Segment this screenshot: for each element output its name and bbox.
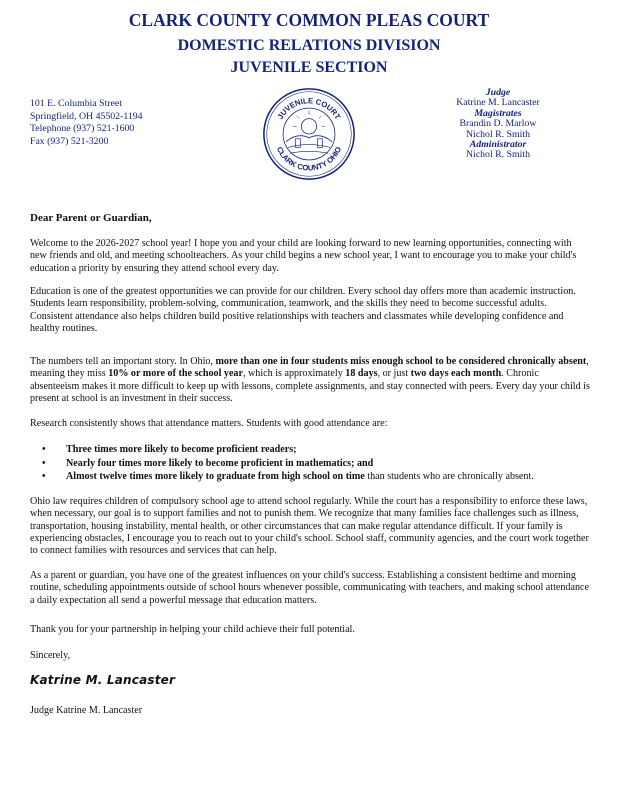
paragraph-education: Education is one of the greatest opportunities we can provide for our children. Every school day offers more than academic instruction. Students learn responsibility, problem-solving, communication, teamwork, and the skills they need to become successful adults. Consistent attendance also helps children build positive relationships with teachers and classmates while developing confidence and healthy routines. [30,286,576,334]
stat-emphasis: 10% or more of the school year [108,368,243,380]
stat-text: , meaning they miss [30,356,589,380]
stat-emphasis: 18 days [345,368,378,380]
judge-name: Katrine M. Lancaster [456,97,540,109]
stat-text: . Chronic absenteeism makes it more difficult to keep up with lessons, complete assignments, and stay connected with peers. Every day your child is present at school is an investment in their success. [30,368,590,404]
paragraph-thanks: Thank you for your partnership in helping your child achieve their full potential. [30,624,355,635]
list-item-text: Three times more likely to become proficient readers; [66,444,297,455]
signature: Katrine M. Lancaster [30,673,176,687]
administrator-role: Administrator [469,139,527,151]
signer-name: Judge Katrine M. Lancaster [30,705,143,716]
address-fax: Fax (937) 521-3200 [30,135,109,147]
judge-role: Judge [485,87,511,98]
court-address [30,98,143,148]
court-officials [438,88,558,161]
stat-emphasis: more than one in four students miss enough school to be considered chronically absent [215,356,587,367]
list-item [42,457,602,471]
magistrate-name: Nichol R. Smith [466,128,530,140]
attendance-benefits-list [42,443,602,484]
paragraph-parents: As a parent or guardian, you have one of the greatest influences on your child's success. Establishing a consistent bedtime and morning routine, scheduling appointments outside of school hours whenever possible, communicating with teachers, and making school attendance a daily expectation all send a powerful message that education matters. [30,570,589,606]
address-city: Springfield, OH 45502-1194 [30,110,143,122]
address-telephone: Telephone (937) 521-1600 [30,123,135,135]
list-item-text: Almost twelve times more likely to graduate from high school on time [66,471,365,483]
seal-top-text: JUVENILE COURT [275,96,343,121]
paragraph-welcome: Welcome to the 2026-2027 school year! I hope you and your child are looking forward to new learning opportunities, connecting with new friends and old, and meeting schoolteachers. As your child begins a new school year, I want to encourage you to make your child's education a priority by ensuring they attend school every day. [30,238,577,274]
magistrate-name: Brandin D. Marlow [459,118,537,130]
list-item [42,443,602,457]
administrator-name: Nichol R. Smith [466,149,530,161]
paragraph-law: Ohio law requires children of compulsory school age to attend school regularly. While the court has a responsibility to enforce these laws, when necessary, our goal is to support families and not to punish them. We recognize that many families face challenges such as illness, transportation, housing instability, mental health, or other circumstances that can make regular attendance difficult. If your family is experiencing obstacles, I encourage you to reach out to your child's school. School staff, community agencies, and the court work together to connect families with resources and services that can help. [30,496,589,557]
paragraph-research: Research consistently shows that attendance matters. Students with good attendance are: [30,418,388,429]
closing: Sincerely, [30,650,70,661]
list-item-text: Nearly four times more likely to become proficient in mathematics; and [66,457,374,469]
division-name: DOMESTIC RELATIONS DIVISION [177,37,441,54]
paragraph-statistics [30,356,590,405]
stat-text: , which is approximately [242,368,346,380]
stat-emphasis: two days each month [410,368,502,380]
court-name: CLARK COUNTY COMMON PLEAS COURT [128,10,490,30]
list-item [42,470,602,484]
section-name: JUVENILE SECTION [230,59,388,76]
stat-text: , or just [377,368,411,380]
salutation: Dear Parent or Guardian, [30,212,152,224]
seal-bottom-text: CLARK COUNTY OHIO [274,145,344,173]
address-street: 101 E. Columbia Street [30,98,122,109]
list-item-tail: than students who are chronically absent. [364,471,534,483]
svg-text:JUVENILE COURT [276,96,343,121]
magistrates-role: Magistrates [474,107,522,119]
court-seal-icon [261,86,357,182]
stat-text: The numbers tell an important story. In Ohio, [30,356,216,367]
